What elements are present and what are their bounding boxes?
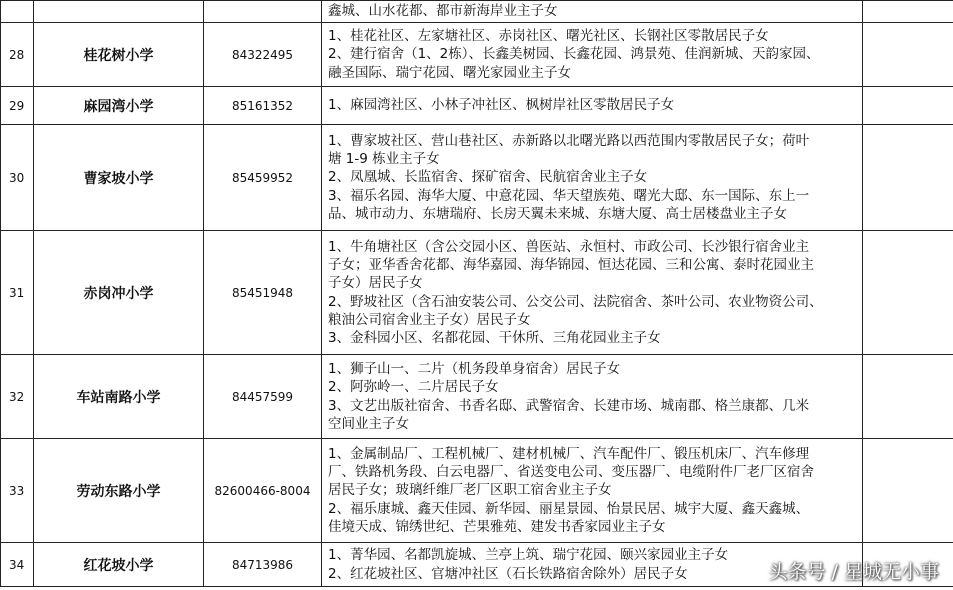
remarks-cell: [863, 87, 953, 125]
phone-number: 82600466-8004: [204, 439, 322, 543]
table-row: [1, 439, 953, 543]
area-line: 1、曹家坡社区、营山巷社区、赤新路以北曙光路以西范围内零散居民子女；荷叶: [328, 132, 810, 149]
area-line: 1、牛角塘社区（含公交园小区、兽医站、永恒村、市政公司、长沙银行宿舍业主: [328, 238, 810, 255]
area-line: 子女）居民子女: [328, 275, 423, 292]
area-line: 2、野坡社区（含石油安装公司、公交公司、法院宿舍、茶叶公司、农业物资公司、: [328, 293, 823, 310]
row-number: 31: [1, 231, 34, 355]
area-line: 融圣国际、瑞宁花园、曙光家园业主子女: [328, 64, 571, 81]
district-area: [322, 23, 863, 87]
area-line: 空间业主子女: [328, 415, 409, 432]
row-number: 30: [1, 125, 34, 231]
school-name: 车站南路小学: [34, 355, 204, 439]
remarks-cell: [863, 439, 953, 543]
phone-number: 84713986: [204, 543, 322, 587]
area-line: 2、建行宿舍（1、2栋）、长鑫美树园、长鑫花园、鸿景苑、佳润新城、天韵家园、: [328, 46, 820, 63]
phone-number: [204, 1, 322, 23]
school-name: 麻园湾小学: [34, 87, 204, 125]
table-row: [1, 87, 953, 125]
remarks-cell: [863, 355, 953, 439]
area-line: 3、福乐名园、海华大厦、中意花园、华天望族苑、曙光大邸、东一国际、东上一: [328, 187, 810, 204]
school-name: 赤岗冲小学: [34, 231, 204, 355]
table-row: [1, 231, 953, 355]
phone-number: 84322495: [204, 23, 322, 87]
area-line: 塘 1-9 栋业主子女: [328, 151, 440, 168]
area-line: 1、麻园湾社区、小林子冲社区、枫树岸社区零散居民子女: [328, 97, 675, 114]
area-line: 2、阿弥岭一、二片居民子女: [328, 379, 499, 396]
district-area: [322, 1, 863, 23]
area-line: 3、金科园小区、名都花园、干休所、三角花园业主子女: [328, 330, 661, 347]
area-line: 3、文艺出版社宿舍、书香名邸、武警宿舍、长建市场、城南郡、格兰康都、几米: [328, 397, 810, 414]
watermark-text: 头条号 / 星城无小事: [768, 561, 939, 583]
area-line: 1、狮子山一、二片（机务段单身宿舍）居民子女: [328, 360, 621, 377]
area-line: 1、桂花社区、左家塘社区、赤岗社区、曙光社区、长钢社区零散居民子女: [328, 28, 769, 45]
phone-number: 84457599: [204, 355, 322, 439]
area-line: 子女；亚华香舍花都、海华嘉园、海华锦园、恒达花园、三和公寓、泰时花园业主: [328, 256, 814, 273]
remarks-cell: [863, 125, 953, 231]
district-area: [322, 231, 863, 355]
area-line: 2、福乐康城、鑫天佳园、新华园、丽星景园、怡景民居、城宇大厦、鑫天鑫城、: [328, 500, 810, 517]
row-number: [1, 1, 34, 23]
school-name: 劳动东路小学: [34, 439, 204, 543]
district-area: [322, 125, 863, 231]
table-row: [1, 23, 953, 87]
area-line: 1、金属制品厂、工程机械厂、建材机械厂、汽车配件厂、锻压机床厂、汽车修理: [328, 445, 810, 462]
area-line: 1、菁华园、名都凯旋城、兰亭上筑、瑞宁花园、颐兴家园业主子女: [328, 547, 729, 564]
row-number: 33: [1, 439, 34, 543]
area-line: 佳境天成、锦绣世纪、芒果雅苑、建发书香家园业主子女: [328, 518, 666, 535]
area-line: 粮油公司宿舍业主子女）居民子女: [328, 311, 531, 328]
phone-number: 85459952: [204, 125, 322, 231]
school-name: 红花坡小学: [34, 543, 204, 587]
school-name: [34, 1, 204, 23]
area-line: 鑫城、山水花都、都市新海岸业主子女: [328, 3, 558, 20]
area-line: 2、红花坡社区、官塘冲社区（石长铁路宿舍除外）居民子女: [328, 565, 688, 582]
area-line: 厂、铁路机务段、白云电器厂、省送变电公司、变压器厂、电缆附件厂老厂区宿舍: [328, 464, 814, 481]
table-row: [1, 125, 953, 231]
district-area: [322, 87, 863, 125]
district-area: [322, 439, 863, 543]
table-row: [1, 1, 953, 23]
school-name: 桂花树小学: [34, 23, 204, 87]
area-line: 品、城市动力、东塘瑞府、长房天翼未来城、东塘大厦、高士居楼盘业主子女: [328, 205, 787, 222]
remarks-cell: [863, 1, 953, 23]
area-line: 2、凤凰城、长监宿舍、探矿宿舍、民航宿舍业主子女: [328, 169, 648, 186]
table-row: [1, 355, 953, 439]
row-number: 29: [1, 87, 34, 125]
row-number: 28: [1, 23, 34, 87]
area-line: 居民子女；玻璃纤维厂老厂区职工宿舍业主子女: [328, 482, 612, 499]
row-number: 34: [1, 543, 34, 587]
remarks-cell: [863, 23, 953, 87]
school-name: 曹家坡小学: [34, 125, 204, 231]
phone-number: 85451948: [204, 231, 322, 355]
phone-number: 85161352: [204, 87, 322, 125]
remarks-cell: [863, 231, 953, 355]
row-number: 32: [1, 355, 34, 439]
district-area: [322, 355, 863, 439]
